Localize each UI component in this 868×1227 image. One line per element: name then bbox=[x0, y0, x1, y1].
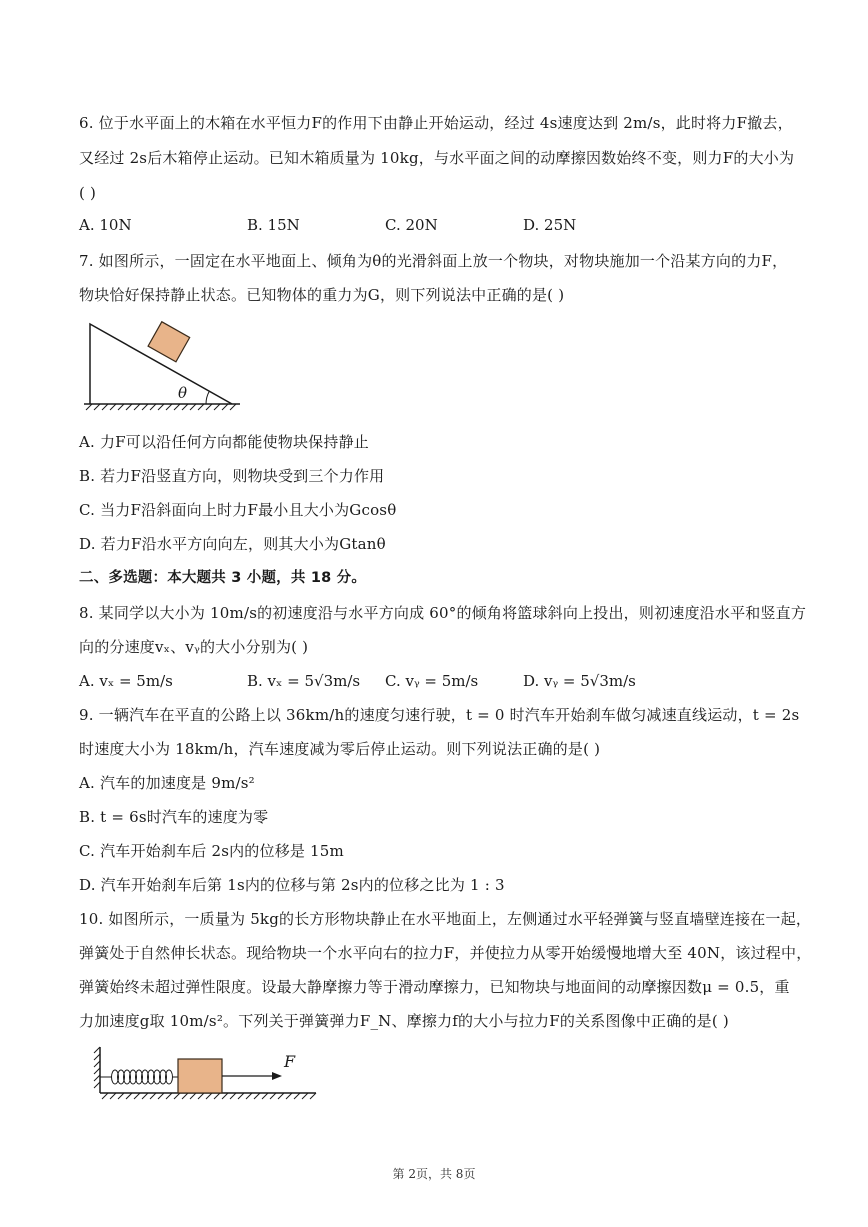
q7-option-b: B. 若力F沿竖直方向，则物块受到三个力作用 bbox=[79, 467, 385, 485]
q6-option-d: D. 25N bbox=[523, 216, 577, 234]
q6-option-a: A. 10N bbox=[79, 216, 132, 234]
page-footer: 第 2页，共 8页 bbox=[392, 1167, 476, 1181]
wall-hatching bbox=[94, 1047, 100, 1088]
q9-option-c: C. 汽车开始刹车后 2s内的位移是 15m bbox=[79, 842, 344, 860]
q6-option-c: C. 20N bbox=[385, 216, 438, 234]
q8-option-c: C. vᵧ = 5m/s bbox=[385, 672, 479, 690]
q9-option-d: D. 汽车开始刹车后第 1s内的位移与第 2s内的位移之比为 1 : 3 bbox=[79, 876, 505, 894]
ground-hatching bbox=[86, 404, 236, 410]
q8-option-a: A. vₓ = 5m/s bbox=[79, 672, 173, 690]
q6-line-3: ( ) bbox=[79, 184, 97, 202]
section-heading-multi-choice: 二、多选题：本大题共 3 小题，共 18 分。 bbox=[79, 570, 367, 586]
spring-block-figure bbox=[92, 1043, 322, 1103]
spring-coils bbox=[112, 1070, 173, 1084]
q7-option-c: C. 当力F沿斜面向上时力F最小且大小为Gcosθ bbox=[79, 501, 397, 519]
q8-line-1: 8. 某同学以大小为 10m/s的初速度沿与水平方向成 60°的倾角将篮球斜向上投出，则初速度沿水平和竖直方 bbox=[79, 604, 807, 622]
q9-option-b: B. t = 6s时汽车的速度为零 bbox=[79, 808, 269, 826]
rectangular-block bbox=[178, 1059, 222, 1093]
q9-line-2: 时速度大小为 18km/h，汽车速度减为零后停止运动。则下列说法正确的是( ) bbox=[79, 740, 601, 758]
incline-figure bbox=[80, 318, 250, 418]
q6-option-b: B. 15N bbox=[247, 216, 300, 234]
q8-line-2: 向的分速度vₓ、vᵧ的大小分别为( ) bbox=[79, 638, 309, 656]
q9-option-a: A. 汽车的加速度是 9m/s² bbox=[79, 774, 255, 792]
q10-line-1: 10. 如图所示，一质量为 5kg的长方形物块静止在水平地面上，左侧通过水平轻弹簧与竖直墙壁连接在一起， bbox=[79, 910, 812, 928]
q6-line-1: 6. 位于水平面上的木箱在水平恒力F的作用下由静止开始运动，经过 4s速度达到 2m/s，此时将力F撤去， bbox=[79, 114, 793, 132]
q6-line-2: 又经过 2s后木箱停止运动。已知木箱质量为 10kg，与水平面之间的动摩擦因数始终不变，则力F的大小为 bbox=[79, 149, 795, 167]
q9-line-1: 9. 一辆汽车在平直的公路上以 36km/h的速度匀速行驶，t = 0 时汽车开始刹车做匀减速直线运动，t = 2s bbox=[79, 706, 800, 724]
force-arrow-head bbox=[272, 1072, 282, 1080]
q7-option-a: A. 力F可以沿任何方向都能使物块保持静止 bbox=[79, 433, 369, 451]
q10-line-4: 力加速度g取 10m/s²。下列关于弹簧弹力F_N、摩擦力f的大小与拉力F的关系图像中正确的是( ) bbox=[79, 1012, 729, 1030]
q8-option-d: D. vᵧ = 5√3m/s bbox=[523, 672, 636, 690]
q10-line-2: 弹簧处于自然伸长状态。现给物块一个水平向右的拉力F，并使拉力从零开始缓慢地增大至 40N，该过程中， bbox=[79, 944, 812, 962]
q10-line-3: 弹簧始终未超过弹性限度。设最大静摩擦力等于滑动摩擦力，已知物块与地面间的动摩擦因数μ = 0.5，重 bbox=[79, 978, 790, 996]
theta-label: θ bbox=[178, 384, 188, 402]
q7-option-d: D. 若力F沿水平方向向左，则其大小为Gtanθ bbox=[79, 535, 386, 553]
block-on-incline bbox=[148, 322, 190, 362]
q7-line-2: 物块恰好保持静止状态。已知物体的重力为G，则下列说法中正确的是( ) bbox=[79, 286, 565, 304]
force-label: F bbox=[284, 1052, 296, 1071]
q7-line-1: 7. 如图所示，一固定在水平地面上、倾角为θ的光滑斜面上放一个物块，对物块施加一个沿某方向的力F， bbox=[79, 252, 788, 270]
q8-option-b: B. vₓ = 5√3m/s bbox=[247, 672, 361, 690]
angle-arc bbox=[206, 391, 209, 404]
floor-hatching bbox=[102, 1093, 316, 1099]
